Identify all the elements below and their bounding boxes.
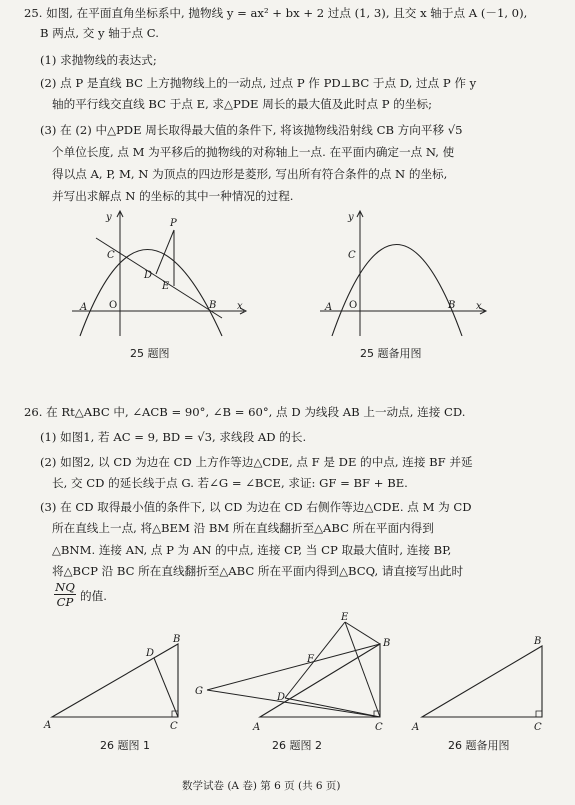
- q25-figure-caption: 25 题图: [130, 347, 170, 360]
- q25-part2-line1: (2) 点 P 是直线 BC 上方抛物线上的一动点, 过点 P 作 PD⊥BC 于点 D, 过点 P 作 y: [40, 76, 477, 90]
- label-y: y: [348, 212, 354, 223]
- label-c: C: [375, 722, 383, 733]
- label-d: D: [146, 648, 155, 659]
- label-b: B: [448, 300, 456, 311]
- fraction-denominator: CP: [56, 595, 74, 609]
- q26-part3-line1: (3) 在 CD 取得最小值的条件下, 以 CD 为边在 CD 右侧作等边△CDE. 点 M 为 CD: [40, 500, 472, 514]
- label-o: O: [349, 300, 358, 311]
- q25-figure: [72, 208, 252, 338]
- label-c: C: [170, 721, 178, 732]
- label-a: A: [44, 720, 52, 731]
- q26-figure1: [40, 632, 190, 732]
- label-b: B: [534, 636, 542, 647]
- label-c: C: [107, 250, 115, 261]
- label-f: F: [307, 654, 314, 665]
- q26-part3-end: 的值.: [80, 589, 107, 603]
- q26-backup-caption: 26 题备用图: [448, 739, 510, 752]
- label-y: y: [106, 212, 112, 223]
- q25-part3-line4: 并写出求解点 N 的坐标的其中一种情况的过程.: [52, 189, 294, 203]
- label-e: E: [341, 612, 349, 623]
- label-x: x: [237, 301, 243, 312]
- q26-part3-line2: 所在直线上一点, 将△BEM 沿 BM 所在直线翻折至△ABC 所在平面内得到: [52, 521, 434, 535]
- label-b: B: [383, 638, 391, 649]
- label-c: C: [534, 722, 542, 732]
- q25-part3-line1: (3) 在 (2) 中△PDE 周长取得最大值的条件下, 将该抛物线沿射线 CB 方向平移 √5: [40, 123, 463, 137]
- q26-figure1-caption: 26 题图 1: [100, 739, 150, 752]
- label-b: B: [173, 634, 181, 645]
- label-d: D: [277, 692, 286, 703]
- q26-figure2-caption: 26 题图 2: [272, 739, 322, 752]
- q26-part3-line4: 将△BCP 沿 BC 所在直线翻折至△ABC 所在平面内得到△BCQ, 请直接写出此时: [52, 564, 464, 578]
- page-footer: 数学试卷 (A 卷) 第 6 页 (共 6 页): [182, 780, 341, 792]
- label-b: B: [209, 300, 217, 311]
- label-a: A: [253, 722, 261, 733]
- parabola: [80, 250, 222, 337]
- label-o: O: [109, 300, 118, 311]
- label-a: A: [325, 302, 333, 313]
- q25-backup-caption: 25 题备用图: [360, 347, 422, 360]
- q25-part3-line3: 得以点 A, P, M, N 为顶点的四边形是菱形, 写出所有符合条件的点 N 的坐标,: [52, 167, 448, 181]
- label-g: G: [195, 686, 203, 697]
- label-a: A: [80, 302, 88, 313]
- q26-part1: (1) 如图1, 若 AC = 9, BD = √3, 求线段 AD 的长.: [40, 430, 307, 444]
- q25-stem-line2: B 两点, 交 y 轴于点 C.: [40, 26, 159, 40]
- q26-part2-line1: (2) 如图2, 以 CD 为边在 CD 上方作等边△CDE, 点 F 是 DE 的中点, 连接 BF 并延: [40, 455, 473, 469]
- q25-part3-line2: 个单位长度, 点 M 为平移后的抛物线的对称轴上一点. 在平面内确定一点 N, 使: [52, 145, 455, 159]
- label-a: A: [412, 722, 420, 732]
- q25-backup-figure: [320, 208, 490, 338]
- q26-stem: 26. 在 Rt△ABC 中, ∠ACB = 90°, ∠B = 60°, 点 D 为线段 AB 上一动点, 连接 CD.: [24, 405, 466, 419]
- q26-figure2: [195, 612, 395, 737]
- q25-part1: (1) 求抛物线的表达式;: [40, 53, 157, 67]
- label-p: P: [170, 218, 177, 229]
- label-d: D: [144, 270, 153, 281]
- label-e: E: [162, 281, 170, 292]
- q25-part2-line2: 轴的平行线交直线 BC 于点 E, 求△PDE 周长的最大值及此时点 P 的坐标;: [52, 97, 432, 111]
- q26-backup-figure: [410, 632, 560, 732]
- label-c: C: [348, 250, 356, 261]
- q26-part2-line2: 长, 交 CD 的延长线于点 G. 若∠G = ∠BCE, 求证: GF = BF + BE.: [52, 476, 408, 490]
- fraction-numerator: NQ: [55, 580, 75, 594]
- q26-part3-line3: △BNM. 连接 AN, 点 P 为 AN 的中点, 连接 CP, 当 CP 取最大值时, 连接 BP,: [52, 543, 452, 557]
- q25-stem-line1: 25. 如图, 在平面直角坐标系中, 抛物线 y = ax² + bx + 2 过点 (1, 3), 且交 x 轴于点 A (－1, 0),: [24, 6, 528, 20]
- label-x: x: [476, 301, 482, 312]
